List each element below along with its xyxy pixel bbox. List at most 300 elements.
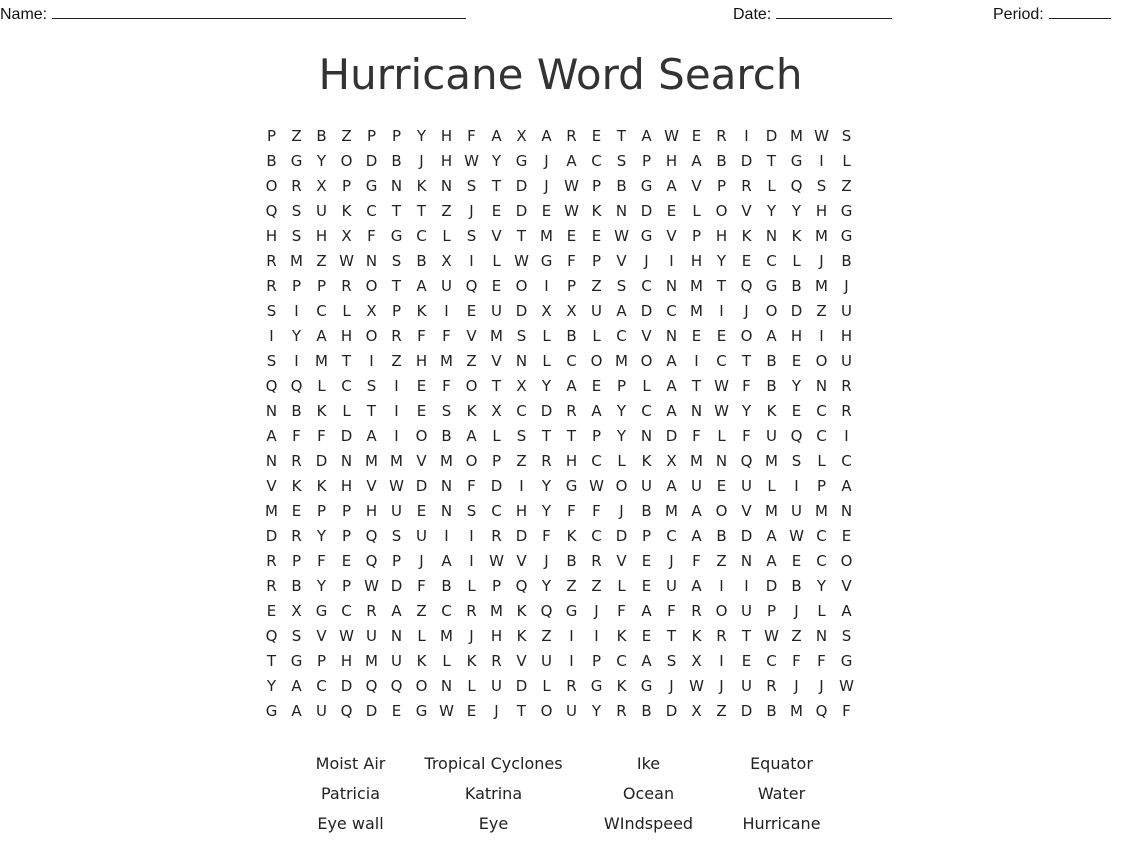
grid-letter[interactable]: M	[790, 127, 803, 145]
grid-letter[interactable]: Z	[541, 627, 552, 645]
grid-letter[interactable]: D	[615, 527, 628, 545]
grid-letter[interactable]: C	[716, 352, 727, 370]
grid-letter[interactable]: F	[467, 127, 476, 145]
grid-letter[interactable]: I	[719, 577, 724, 595]
grid-letter[interactable]: N	[365, 252, 378, 270]
grid-letter[interactable]: A	[766, 527, 777, 545]
grid-letter[interactable]: H	[665, 152, 678, 170]
grid-letter[interactable]: R	[566, 677, 577, 695]
grid-letter[interactable]: D	[740, 527, 753, 545]
grid-letter[interactable]: N	[440, 177, 453, 195]
grid-letter[interactable]: R	[841, 377, 852, 395]
grid-letter[interactable]: C	[366, 202, 377, 220]
grid-letter[interactable]: C	[591, 152, 602, 170]
grid-letter[interactable]: N	[440, 502, 453, 520]
grid-letter[interactable]: M	[490, 327, 503, 345]
grid-letter[interactable]: Y	[316, 527, 327, 545]
grid-letter[interactable]: G	[640, 677, 653, 695]
grid-letter[interactable]: V	[641, 327, 652, 345]
grid-letter[interactable]: O	[415, 677, 428, 695]
grid-letter[interactable]: R	[291, 527, 302, 545]
grid-letter[interactable]: Z	[716, 702, 727, 720]
grid-letter[interactable]: R	[491, 652, 502, 670]
grid-letter[interactable]: Y	[816, 577, 827, 595]
grid-letter[interactable]: R	[491, 527, 502, 545]
grid-letter[interactable]: P	[591, 252, 602, 270]
grid-letter[interactable]: A	[691, 577, 702, 595]
grid-letter[interactable]: V	[616, 252, 627, 270]
grid-letter[interactable]: O	[415, 427, 428, 445]
grid-letter[interactable]: C	[816, 427, 827, 445]
grid-letter[interactable]: H	[340, 652, 353, 670]
grid-letter[interactable]: H	[715, 227, 728, 245]
grid-letter[interactable]: D	[515, 677, 528, 695]
grid-letter[interactable]: R	[541, 452, 552, 470]
grid-letter[interactable]: O	[715, 602, 728, 620]
grid-letter[interactable]: N	[840, 502, 853, 520]
grid-letter[interactable]: P	[566, 277, 577, 295]
grid-letter[interactable]: U	[841, 352, 852, 370]
grid-letter[interactable]: J	[719, 677, 724, 695]
grid-letter[interactable]: S	[391, 252, 402, 270]
grid-letter[interactable]: S	[841, 127, 852, 145]
grid-letter[interactable]: X	[691, 652, 702, 670]
grid-letter[interactable]: I	[294, 302, 299, 320]
grid-letter[interactable]: C	[816, 527, 827, 545]
grid-letter[interactable]: I	[394, 402, 399, 420]
grid-letter[interactable]: D	[365, 152, 378, 170]
grid-letter[interactable]: J	[744, 302, 749, 320]
grid-letter[interactable]: R	[291, 452, 302, 470]
grid-letter[interactable]: M	[290, 252, 303, 270]
grid-letter[interactable]: G	[640, 227, 653, 245]
grid-letter[interactable]: D	[765, 127, 778, 145]
grid-letter[interactable]: E	[641, 552, 652, 570]
grid-letter[interactable]: E	[591, 227, 602, 245]
grid-letter[interactable]: L	[817, 602, 826, 620]
grid-letter[interactable]: D	[315, 452, 328, 470]
grid-letter[interactable]: H	[265, 227, 278, 245]
grid-letter[interactable]: P	[391, 127, 402, 145]
grid-letter[interactable]: C	[816, 552, 827, 570]
grid-letter[interactable]: O	[265, 177, 278, 195]
grid-letter[interactable]: E	[591, 127, 602, 145]
grid-letter[interactable]: S	[291, 227, 302, 245]
grid-letter[interactable]: P	[591, 652, 602, 670]
grid-letter[interactable]: V	[266, 477, 277, 495]
grid-letter[interactable]: V	[741, 202, 752, 220]
grid-letter[interactable]: Y	[716, 252, 727, 270]
grid-letter[interactable]: A	[566, 152, 577, 170]
grid-letter[interactable]: Y	[316, 152, 327, 170]
grid-letter[interactable]: F	[467, 477, 476, 495]
grid-letter[interactable]: C	[766, 652, 777, 670]
grid-letter[interactable]: H	[790, 327, 803, 345]
grid-letter[interactable]: E	[566, 227, 577, 245]
grid-letter[interactable]: Y	[616, 402, 627, 420]
grid-letter[interactable]: L	[617, 577, 626, 595]
date-blank-line[interactable]	[776, 4, 892, 19]
grid-letter[interactable]: G	[390, 227, 403, 245]
grid-letter[interactable]: A	[616, 302, 627, 320]
grid-letter[interactable]: O	[365, 277, 378, 295]
grid-letter[interactable]: H	[440, 152, 453, 170]
grid-letter[interactable]: R	[741, 177, 752, 195]
grid-letter[interactable]: W	[489, 552, 504, 570]
grid-letter[interactable]: E	[791, 402, 802, 420]
grid-letter[interactable]: Z	[566, 577, 577, 595]
grid-letter[interactable]: F	[367, 227, 376, 245]
grid-letter[interactable]: F	[667, 602, 676, 620]
grid-letter[interactable]: H	[515, 502, 528, 520]
grid-letter[interactable]: E	[641, 627, 652, 645]
grid-letter[interactable]: N	[665, 327, 678, 345]
grid-letter[interactable]: N	[715, 452, 728, 470]
grid-letter[interactable]: E	[391, 702, 402, 720]
grid-letter[interactable]: U	[391, 652, 402, 670]
grid-letter[interactable]: B	[641, 702, 652, 720]
grid-letter[interactable]: N	[390, 177, 403, 195]
grid-letter[interactable]: I	[744, 577, 749, 595]
grid-letter[interactable]: T	[741, 627, 752, 645]
grid-letter[interactable]: I	[669, 252, 674, 270]
grid-letter[interactable]: M	[815, 502, 828, 520]
grid-letter[interactable]: Q	[515, 577, 528, 595]
grid-letter[interactable]: A	[641, 127, 652, 145]
grid-letter[interactable]: P	[591, 427, 602, 445]
grid-letter[interactable]: F	[542, 527, 551, 545]
grid-letter[interactable]: J	[594, 602, 599, 620]
grid-letter[interactable]: U	[316, 202, 327, 220]
grid-letter[interactable]: E	[291, 502, 302, 520]
grid-letter[interactable]: I	[469, 252, 474, 270]
grid-letter[interactable]: Y	[791, 377, 802, 395]
grid-letter[interactable]: Z	[841, 177, 852, 195]
grid-letter[interactable]: T	[491, 377, 502, 395]
grid-letter[interactable]: S	[666, 652, 677, 670]
grid-letter[interactable]: B	[416, 252, 427, 270]
grid-letter[interactable]: R	[266, 277, 277, 295]
grid-letter[interactable]: A	[691, 527, 702, 545]
grid-letter[interactable]: L	[442, 652, 451, 670]
grid-letter[interactable]: F	[417, 577, 426, 595]
grid-letter[interactable]: F	[617, 602, 626, 620]
grid-letter[interactable]: Q	[790, 427, 803, 445]
grid-letter[interactable]: Q	[815, 702, 828, 720]
grid-letter[interactable]: D	[490, 477, 503, 495]
grid-letter[interactable]: V	[691, 177, 702, 195]
grid-letter[interactable]: G	[315, 602, 328, 620]
grid-letter[interactable]: H	[565, 452, 578, 470]
grid-letter[interactable]: U	[591, 302, 602, 320]
grid-letter[interactable]: S	[516, 427, 527, 445]
grid-letter[interactable]: S	[791, 452, 802, 470]
grid-letter[interactable]: H	[340, 327, 353, 345]
grid-letter[interactable]: C	[341, 377, 352, 395]
grid-letter[interactable]: S	[816, 177, 827, 195]
grid-letter[interactable]: M	[265, 502, 278, 520]
grid-letter[interactable]: L	[817, 452, 826, 470]
grid-letter[interactable]: P	[341, 577, 352, 595]
grid-letter[interactable]: Q	[365, 527, 378, 545]
grid-letter[interactable]: L	[692, 202, 701, 220]
grid-letter[interactable]: L	[417, 627, 426, 645]
grid-letter[interactable]: O	[765, 302, 778, 320]
grid-letter[interactable]: C	[666, 302, 677, 320]
grid-letter[interactable]: E	[416, 377, 427, 395]
grid-letter[interactable]: T	[366, 402, 377, 420]
grid-letter[interactable]: E	[741, 252, 752, 270]
grid-letter[interactable]: J	[419, 152, 424, 170]
grid-letter[interactable]: J	[794, 677, 799, 695]
grid-letter[interactable]: M	[765, 452, 778, 470]
grid-letter[interactable]: R	[266, 577, 277, 595]
grid-letter[interactable]: A	[591, 402, 602, 420]
grid-letter[interactable]: B	[766, 352, 777, 370]
grid-letter[interactable]: A	[766, 327, 777, 345]
grid-letter[interactable]: T	[516, 227, 527, 245]
grid-letter[interactable]: T	[716, 277, 727, 295]
grid-letter[interactable]: C	[766, 252, 777, 270]
grid-letter[interactable]: O	[740, 327, 753, 345]
grid-letter[interactable]: G	[565, 477, 578, 495]
grid-letter[interactable]: N	[740, 552, 753, 570]
grid-letter[interactable]: D	[515, 302, 528, 320]
grid-letter[interactable]: M	[490, 602, 503, 620]
grid-letter[interactable]: K	[416, 652, 427, 670]
grid-letter[interactable]: B	[791, 277, 802, 295]
grid-letter[interactable]: E	[341, 552, 352, 570]
grid-letter[interactable]: B	[566, 327, 577, 345]
grid-letter[interactable]: Y	[616, 427, 627, 445]
grid-letter[interactable]: K	[466, 652, 477, 670]
grid-letter[interactable]: M	[665, 502, 678, 520]
grid-letter[interactable]: X	[291, 602, 302, 620]
grid-letter[interactable]: Z	[416, 602, 427, 620]
grid-letter[interactable]: A	[641, 652, 652, 670]
grid-letter[interactable]: L	[542, 327, 551, 345]
grid-letter[interactable]: P	[316, 277, 327, 295]
grid-letter[interactable]: S	[266, 352, 277, 370]
grid-letter[interactable]: L	[342, 302, 351, 320]
grid-letter[interactable]: D	[415, 477, 428, 495]
grid-letter[interactable]: J	[619, 502, 624, 520]
grid-letter[interactable]: W	[764, 627, 779, 645]
grid-letter[interactable]: W	[564, 202, 579, 220]
grid-letter[interactable]: I	[394, 377, 399, 395]
grid-letter[interactable]: K	[316, 477, 327, 495]
grid-letter[interactable]: B	[266, 152, 277, 170]
grid-letter[interactable]: E	[491, 202, 502, 220]
grid-letter[interactable]: L	[642, 377, 651, 395]
grid-letter[interactable]: W	[789, 527, 804, 545]
grid-letter[interactable]: Y	[591, 702, 602, 720]
grid-letter[interactable]: A	[416, 277, 427, 295]
grid-letter[interactable]: G	[840, 652, 853, 670]
grid-letter[interactable]: K	[691, 627, 702, 645]
grid-letter[interactable]: D	[265, 527, 278, 545]
grid-letter[interactable]: X	[516, 127, 527, 145]
grid-letter[interactable]: T	[391, 277, 402, 295]
grid-letter[interactable]: E	[641, 577, 652, 595]
grid-letter[interactable]: C	[841, 452, 852, 470]
grid-letter[interactable]: J	[669, 552, 674, 570]
grid-letter[interactable]: Z	[516, 452, 527, 470]
grid-letter[interactable]: Y	[766, 202, 777, 220]
grid-letter[interactable]: T	[516, 702, 527, 720]
grid-letter[interactable]: D	[515, 202, 528, 220]
grid-letter[interactable]: L	[542, 677, 551, 695]
grid-letter[interactable]: K	[416, 177, 427, 195]
grid-letter[interactable]: W	[514, 252, 529, 270]
grid-letter[interactable]: K	[316, 402, 327, 420]
grid-letter[interactable]: H	[415, 352, 428, 370]
grid-letter[interactable]: B	[641, 502, 652, 520]
grid-letter[interactable]: M	[315, 352, 328, 370]
grid-letter[interactable]: M	[615, 352, 628, 370]
grid-letter[interactable]: L	[792, 252, 801, 270]
grid-letter[interactable]: C	[416, 227, 427, 245]
grid-letter[interactable]: A	[691, 502, 702, 520]
grid-letter[interactable]: J	[469, 202, 474, 220]
grid-letter[interactable]: N	[440, 477, 453, 495]
grid-letter[interactable]: U	[641, 477, 652, 495]
grid-letter[interactable]: T	[266, 652, 277, 670]
grid-letter[interactable]: S	[466, 227, 477, 245]
grid-letter[interactable]: Z	[816, 302, 827, 320]
grid-letter[interactable]: F	[442, 377, 451, 395]
grid-letter[interactable]: P	[316, 652, 327, 670]
grid-letter[interactable]: B	[316, 127, 327, 145]
grid-letter[interactable]: H	[840, 327, 853, 345]
grid-letter[interactable]: A	[666, 402, 677, 420]
grid-letter[interactable]: O	[540, 702, 553, 720]
grid-letter[interactable]: T	[541, 427, 552, 445]
grid-letter[interactable]: W	[589, 477, 604, 495]
grid-letter[interactable]: N	[640, 427, 653, 445]
grid-letter[interactable]: V	[666, 227, 677, 245]
grid-letter[interactable]: W	[614, 227, 629, 245]
grid-letter[interactable]: K	[566, 527, 577, 545]
grid-letter[interactable]: L	[842, 152, 851, 170]
grid-letter[interactable]: E	[491, 277, 502, 295]
grid-letter[interactable]: D	[665, 427, 678, 445]
grid-letter[interactable]: B	[441, 427, 452, 445]
grid-letter[interactable]: C	[441, 602, 452, 620]
grid-letter[interactable]: Q	[390, 677, 403, 695]
grid-letter[interactable]: A	[441, 552, 452, 570]
grid-letter[interactable]: E	[716, 327, 727, 345]
grid-letter[interactable]: G	[265, 702, 278, 720]
grid-letter[interactable]: T	[691, 377, 702, 395]
grid-letter[interactable]: U	[741, 477, 752, 495]
grid-letter[interactable]: Z	[441, 202, 452, 220]
grid-letter[interactable]: C	[641, 402, 652, 420]
grid-letter[interactable]: X	[441, 252, 452, 270]
grid-letter[interactable]: R	[716, 127, 727, 145]
grid-letter[interactable]: B	[766, 702, 777, 720]
grid-letter[interactable]: M	[815, 277, 828, 295]
grid-letter[interactable]: V	[616, 552, 627, 570]
grid-letter[interactable]: O	[815, 352, 828, 370]
grid-letter[interactable]: B	[441, 577, 452, 595]
grid-letter[interactable]: E	[416, 402, 427, 420]
grid-letter[interactable]: X	[491, 402, 502, 420]
grid-letter[interactable]: O	[590, 352, 603, 370]
grid-letter[interactable]: P	[341, 177, 352, 195]
grid-letter[interactable]: L	[617, 452, 626, 470]
grid-letter[interactable]: B	[716, 152, 727, 170]
grid-letter[interactable]: B	[716, 527, 727, 545]
grid-letter[interactable]: K	[616, 677, 627, 695]
grid-letter[interactable]: P	[391, 552, 402, 570]
grid-letter[interactable]: U	[316, 702, 327, 720]
grid-letter[interactable]: S	[616, 152, 627, 170]
grid-letter[interactable]: J	[794, 602, 799, 620]
grid-letter[interactable]: P	[316, 502, 327, 520]
grid-letter[interactable]: U	[766, 427, 777, 445]
grid-letter[interactable]: I	[794, 477, 799, 495]
grid-letter[interactable]: J	[544, 177, 549, 195]
grid-letter[interactable]: R	[566, 127, 577, 145]
grid-letter[interactable]: E	[841, 527, 852, 545]
grid-letter[interactable]: M	[440, 352, 453, 370]
grid-letter[interactable]: E	[666, 202, 677, 220]
grid-letter[interactable]: O	[615, 477, 628, 495]
grid-letter[interactable]: M	[815, 227, 828, 245]
grid-letter[interactable]: M	[540, 227, 553, 245]
grid-letter[interactable]: N	[265, 452, 278, 470]
grid-letter[interactable]: R	[766, 677, 777, 695]
grid-letter[interactable]: Y	[416, 127, 427, 145]
grid-letter[interactable]: Q	[265, 202, 278, 220]
grid-letter[interactable]: D	[790, 302, 803, 320]
grid-letter[interactable]: K	[616, 627, 627, 645]
grid-letter[interactable]: J	[644, 252, 649, 270]
grid-letter[interactable]: A	[291, 677, 302, 695]
grid-letter[interactable]: F	[567, 252, 576, 270]
grid-letter[interactable]: N	[390, 627, 403, 645]
grid-letter[interactable]: N	[515, 352, 528, 370]
grid-letter[interactable]: A	[466, 427, 477, 445]
grid-letter[interactable]: W	[339, 252, 354, 270]
grid-letter[interactable]: P	[266, 127, 277, 145]
grid-letter[interactable]: C	[641, 277, 652, 295]
grid-letter[interactable]: P	[641, 152, 652, 170]
grid-letter[interactable]: X	[516, 377, 527, 395]
grid-letter[interactable]: Y	[741, 402, 752, 420]
grid-letter[interactable]: I	[719, 302, 724, 320]
grid-letter[interactable]: S	[366, 377, 377, 395]
grid-letter[interactable]: Y	[791, 202, 802, 220]
grid-letter[interactable]: B	[766, 377, 777, 395]
period-blank-line[interactable]	[1049, 4, 1111, 19]
grid-letter[interactable]: J	[544, 552, 549, 570]
grid-letter[interactable]: I	[719, 652, 724, 670]
grid-letter[interactable]: X	[691, 702, 702, 720]
grid-letter[interactable]: E	[716, 477, 727, 495]
grid-letter[interactable]: G	[590, 677, 603, 695]
grid-letter[interactable]: A	[266, 427, 277, 445]
grid-letter[interactable]: J	[819, 252, 824, 270]
period-field[interactable]	[993, 4, 1111, 24]
grid-letter[interactable]: I	[294, 352, 299, 370]
grid-letter[interactable]: K	[741, 227, 752, 245]
grid-letter[interactable]: L	[467, 577, 476, 595]
grid-letter[interactable]: Q	[365, 677, 378, 695]
grid-letter[interactable]: W	[839, 677, 854, 695]
grid-letter[interactable]: Q	[740, 452, 753, 470]
